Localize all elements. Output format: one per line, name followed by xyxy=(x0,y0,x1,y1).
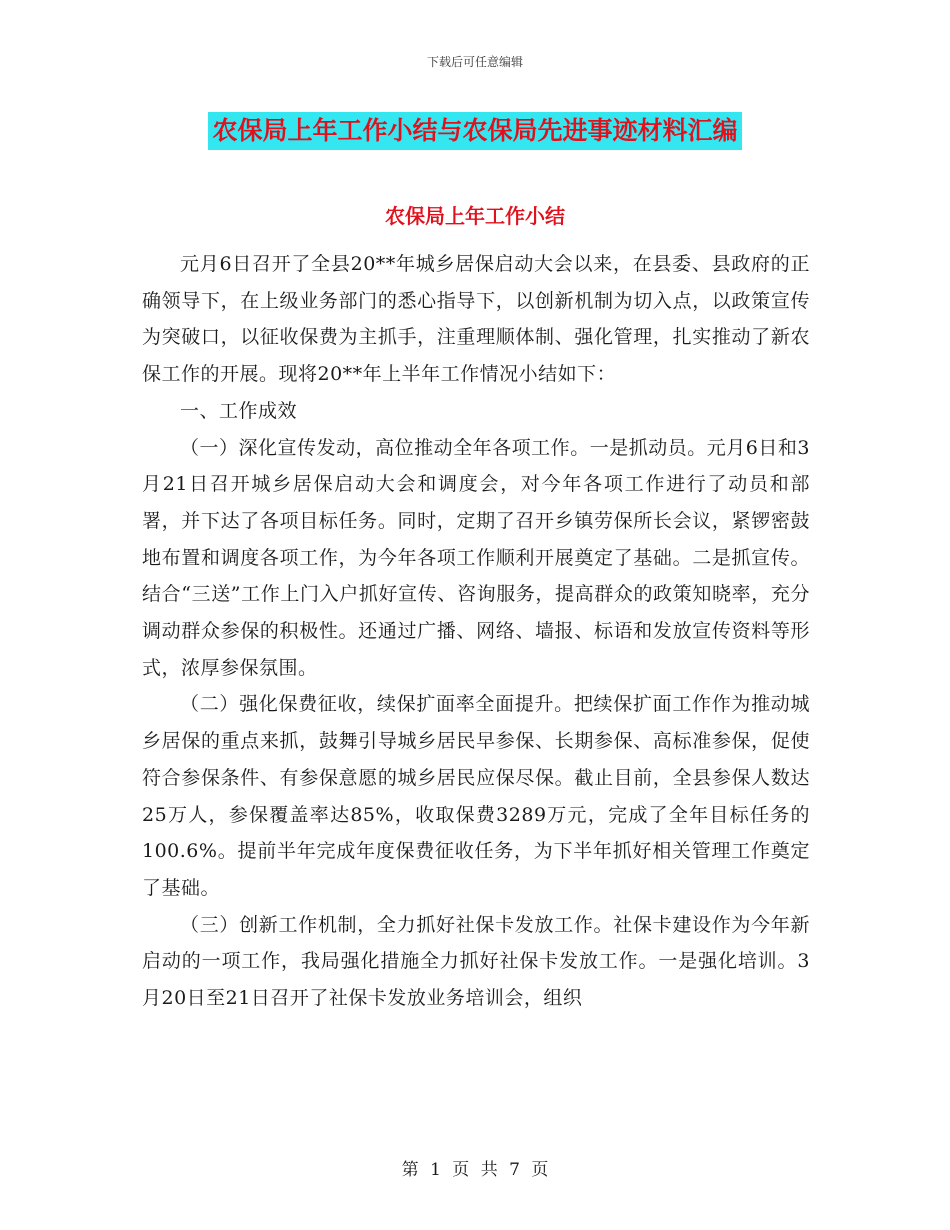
paragraph: 一、工作成效 xyxy=(180,399,298,422)
section-title: 农保局上年工作小结 xyxy=(385,204,565,228)
paragraph: （一）深化宣传发动，高位推动全年各项工作。一是抓动员。元月6日和3月21日召开城乡居保启动大会和调度会，对今年各项工作进行了动员和部署，并下达了各项目标任务。同时，定期了召开乡镇劳保所长会议，紧锣密鼓地布置和调度各项工作，为今年各项工作顺利开展奠定了基础。二是抓宣传。结合“三送”工作上门入户抓好宣传、咨询服务，提高群众的政策知晓率，充分调动群众参保的积极性。还通过广播、网络、墙报、标语和发放宣传资料等形式，浓厚参保氛围。 xyxy=(142,436,810,679)
document-title: 农保局上年工作小结与农保局先进事迹材料汇编 xyxy=(208,112,741,150)
document-title-container xyxy=(0,112,950,150)
paragraph: （二）强化保费征收，续保扩面率全面提升。把续保扩面工作作为推动城乡居保的重点来抓，鼓舞引导城乡居民早参保、长期参保、高标准参保，促使符合参保条件、有参保意愿的城乡居民应保尽保。截止目前，全县参保人数达25万人，参保覆盖率达85%，收取保费3289万元，完成了全年目标任务的100.6%。提前半年完成年度保费征收任务，为下半年抓好相关管理工作奠定了基础。 xyxy=(142,693,810,899)
paragraph: （三）创新工作机制，全力抓好社保卡发放工作。社保卡建设作为今年新启动的一项工作，我局强化措施全力抓好社保卡发放工作。一是强化培训。3月20日至21日召开了社保卡发放业务培训会，组织 xyxy=(142,913,810,1010)
header-note: 下载后可任意编辑 xyxy=(426,55,523,69)
document-body xyxy=(142,246,810,1017)
page-footer: 第 1 页 共 7 页 xyxy=(401,1160,549,1180)
paragraph: 元月6日召开了全县20**年城乡居保启动大会以来，在县委、县政府的正确领导下，在上级业务部门的悉心指导下，以创新机制为切入点，以政策宣传为突破口，以征收保费为主抓手，注重理顺体制、强化管理，扎实推动了新农保工作的开展。现将20**年上半年工作情况小结如下： xyxy=(142,253,810,386)
